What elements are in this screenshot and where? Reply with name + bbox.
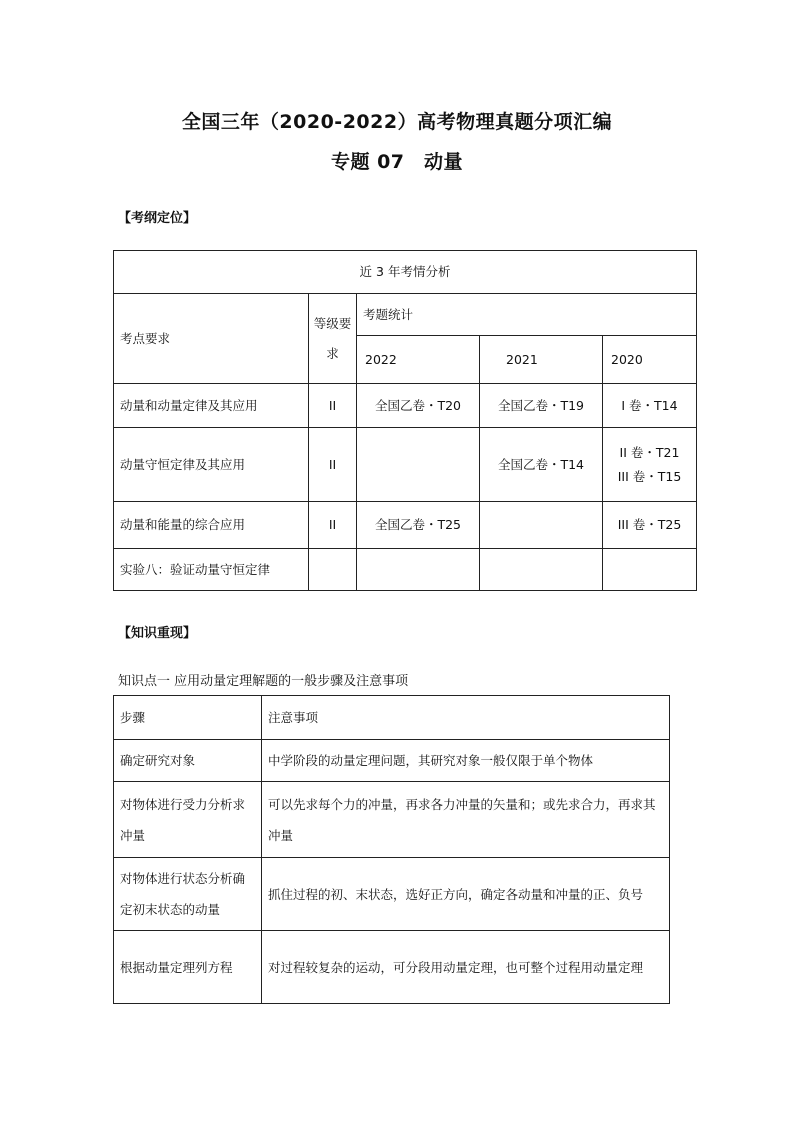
step-cell: 确定研究对象: [114, 740, 262, 782]
table-row: [114, 384, 697, 428]
table-row: [114, 502, 697, 549]
step-cell: 对物体进行状态分析确定初末状态的动量: [114, 858, 262, 931]
row-point: 动量守恒定律及其应用: [114, 428, 309, 502]
section-heading-knowledge: 【知识重现】: [118, 626, 197, 641]
step-cell: 根据动量定理列方程: [114, 931, 262, 1004]
note-cell: 可以先求每个力的冲量，再求各力冲量的矢量和；或先求合力，再求其冲量: [262, 782, 670, 858]
knowledge-point-caption: 知识点一 应用动量定理解题的一般步骤及注意事项: [118, 674, 409, 689]
header-stats: 考题统计: [357, 294, 697, 336]
row-point: 实验八：验证动量守恒定律: [114, 549, 309, 591]
row-2020: [603, 549, 697, 591]
momentum-steps-table: [113, 695, 670, 1004]
row-2021: [480, 502, 603, 549]
table-caption: 近 3 年考情分析: [114, 251, 697, 294]
table-row: [114, 858, 670, 931]
note-cell: 抓住过程的初、末状态，选好正方向，确定各动量和冲量的正、负号: [262, 858, 670, 931]
header-year-2022: 2022: [357, 336, 480, 384]
header-level: 等级要求: [309, 294, 357, 384]
row-level: [309, 549, 357, 591]
table-row: [114, 782, 670, 858]
table-row: [114, 549, 697, 591]
row-2022: 全国乙卷・T25: [357, 502, 480, 549]
row-2021: [480, 549, 603, 591]
row-point: 动量和动量定律及其应用: [114, 384, 309, 428]
row-2020: [603, 428, 697, 502]
table-row: [114, 931, 670, 1004]
row-2022: [357, 428, 480, 502]
note-cell: 中学阶段的动量定理问题，其研究对象一般仅限于单个物体: [262, 740, 670, 782]
table-row: [114, 428, 697, 502]
header-year-2021: 2021: [480, 336, 603, 384]
header-step: 步骤: [114, 696, 262, 740]
header-point: 考点要求: [114, 294, 309, 384]
row-2022: 全国乙卷・T20: [357, 384, 480, 428]
step-cell: 对物体进行受力分析求冲量: [114, 782, 262, 858]
header-year-2020: 2020: [603, 336, 697, 384]
row-2020: I 卷・T14: [603, 384, 697, 428]
header-note: 注意事项: [262, 696, 670, 740]
note-cell: 对过程较复杂的运动，可分段用动量定理，也可整个过程用动量定理: [262, 931, 670, 1004]
row-level: II: [309, 428, 357, 502]
row-2020-line: II 卷・T21: [619, 444, 680, 460]
row-2021: 全国乙卷・T19: [480, 384, 603, 428]
row-level: II: [309, 502, 357, 549]
document-title: 全国三年（2020-2022）高考物理真题分项汇编: [181, 111, 613, 133]
row-2020-line: III 卷・T15: [617, 468, 682, 484]
row-2021: 全国乙卷・T14: [480, 428, 603, 502]
row-2022: [357, 549, 480, 591]
row-level: II: [309, 384, 357, 428]
row-point: 动量和能量的综合应用: [114, 502, 309, 549]
exam-analysis-table: [113, 250, 697, 591]
section-heading-outline: 【考纲定位】: [118, 211, 197, 226]
document-subtitle: 专题 07 动量: [330, 151, 464, 173]
row-2020: III 卷・T25: [603, 502, 697, 549]
table-row: [114, 740, 670, 782]
